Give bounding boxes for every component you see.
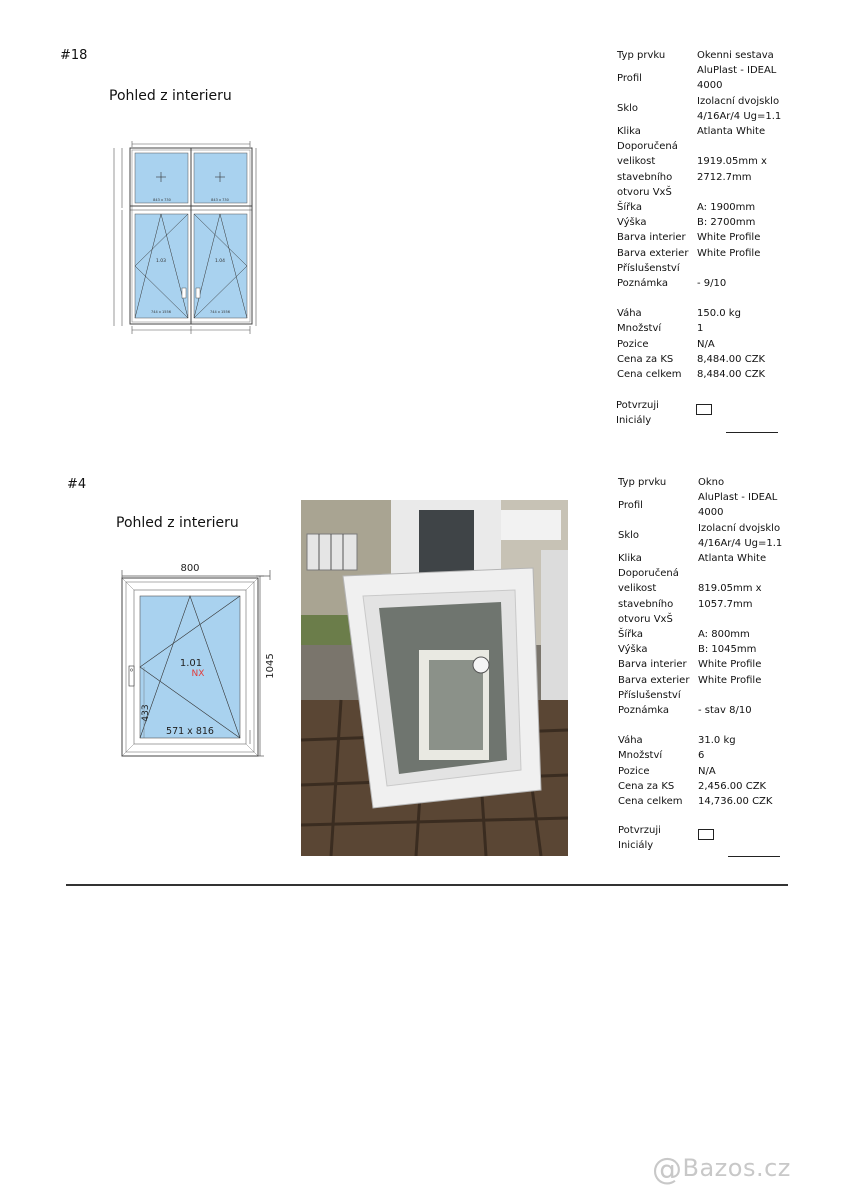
spec-value xyxy=(698,657,818,672)
spec-key-line: Množství xyxy=(618,750,663,762)
spec-key xyxy=(617,321,697,336)
spec-value-line: - stav 8/10 xyxy=(698,705,752,717)
spec-key xyxy=(618,642,698,657)
handle-height-dimension: 433 xyxy=(141,704,151,722)
spec-row xyxy=(617,200,817,215)
spec-row xyxy=(618,490,818,520)
spec-value xyxy=(698,703,818,718)
spec-value-line: White Profile xyxy=(698,659,762,671)
spec-key-line: Množství xyxy=(617,323,662,335)
spec-value-line: Atlanta White xyxy=(698,553,767,565)
spec-key-line: Poznámka xyxy=(617,278,668,290)
spec-row xyxy=(617,246,817,261)
spec-key-line: Šířka xyxy=(617,202,642,214)
spec-value xyxy=(698,688,818,703)
item-number: #4 xyxy=(67,477,87,492)
spec-value-line: A: 800mm xyxy=(698,629,750,641)
confirm-checkbox[interactable] xyxy=(698,829,714,840)
spec-value xyxy=(698,748,818,763)
spec-value-line: 4/16Ar/4 Ug=1.1 xyxy=(697,110,782,122)
spec-key-line: Váha xyxy=(617,308,642,320)
pane-size: 744 x 1556 xyxy=(151,310,171,314)
initials-label: Iniciály xyxy=(618,840,654,851)
spec-value-line: 8,484.00 CZK xyxy=(697,353,766,365)
spec-value-line: 6 xyxy=(698,750,705,762)
spec-key-line: Barva exterier xyxy=(618,674,690,686)
window-drawing xyxy=(110,138,264,338)
spec-key-line: Pozice xyxy=(617,338,649,350)
spec-key-line: Příslušenství xyxy=(618,689,681,701)
spec-key xyxy=(618,475,698,490)
item-number: #18 xyxy=(60,48,88,63)
spec-value-line: White Profile xyxy=(697,232,761,244)
spec-value-line xyxy=(698,566,818,581)
spec-key xyxy=(618,627,698,642)
spec-key xyxy=(617,276,697,291)
spec-key xyxy=(618,748,698,763)
spec-row xyxy=(618,521,818,551)
spec-key-line: stavebního xyxy=(617,171,673,183)
spec-value xyxy=(697,246,817,261)
spec-row xyxy=(618,703,818,718)
initials-line[interactable] xyxy=(726,432,778,433)
spec-key xyxy=(618,733,698,748)
spec-key-line: Šířka xyxy=(618,629,643,641)
spec-row xyxy=(617,63,817,93)
spec-value xyxy=(697,306,817,321)
initials-line[interactable] xyxy=(728,856,780,857)
spec-key xyxy=(617,261,697,276)
initials-label: Iniciály xyxy=(616,415,652,426)
spec-row xyxy=(618,733,818,748)
spec-key-line: Sklo xyxy=(618,530,640,542)
spec-value xyxy=(698,642,818,657)
spec-key-line: Cena celkem xyxy=(618,796,683,808)
spec-key-line: Klika xyxy=(617,126,641,138)
spec-row xyxy=(617,215,817,230)
spec-value xyxy=(697,48,817,63)
spec-key xyxy=(618,490,698,520)
spec-value xyxy=(698,673,818,688)
spec-key-line: Profil xyxy=(618,499,643,511)
spec-row xyxy=(618,627,818,642)
confirm-checkbox[interactable] xyxy=(696,404,712,415)
at-icon: @ xyxy=(652,1152,683,1187)
spec-value-line: 1057.7mm xyxy=(698,598,753,610)
spec-value-line: 14,736.00 CZK xyxy=(698,796,773,808)
glass-size: 571 x 816 xyxy=(166,726,214,737)
spec-key xyxy=(618,764,698,779)
spec-key-line: Typ prvku xyxy=(617,50,666,61)
window-drawing xyxy=(112,558,282,762)
spec-value-line: 2712.7mm xyxy=(697,171,752,183)
window-label: 1.01 xyxy=(179,658,203,669)
spec-key-line: Váha xyxy=(618,735,643,747)
spec-key xyxy=(618,657,698,672)
spec-key xyxy=(617,63,697,93)
spec-value-line: 150.0 kg xyxy=(697,308,741,320)
product-photo xyxy=(301,500,568,856)
spec-value xyxy=(697,352,817,367)
spec-gap xyxy=(618,718,818,733)
confirm-label: Potvrzuji xyxy=(618,825,661,836)
spec-row xyxy=(617,261,817,276)
watermark xyxy=(652,1152,791,1187)
spec-value xyxy=(697,63,817,93)
spec-value-line: A: 1900mm xyxy=(697,202,756,214)
spec-value xyxy=(697,261,817,276)
spec-key xyxy=(617,94,697,124)
spec-value-line: - 9/10 xyxy=(697,278,727,290)
confirm-label: Potvrzuji xyxy=(616,400,659,411)
spec-key-line: Barva exterier xyxy=(617,247,689,259)
spec-key xyxy=(618,551,698,566)
spec-value-line: 4/16Ar/4 Ug=1.1 xyxy=(698,537,783,549)
spec-row xyxy=(617,230,817,245)
spec-key-line: otvoru VxŠ xyxy=(618,613,673,625)
spec-value xyxy=(698,764,818,779)
spec-value xyxy=(697,276,817,291)
spec-value xyxy=(697,321,817,336)
pane-label: 1.03 xyxy=(155,259,167,264)
view-title: Pohled z interieru xyxy=(116,515,239,531)
spec-value xyxy=(697,215,817,230)
spec-value-line: 1919.05mm x xyxy=(697,156,767,168)
spec-value-line xyxy=(697,139,817,154)
spec-row xyxy=(617,139,817,200)
spec-key xyxy=(617,200,697,215)
spec-value xyxy=(697,200,817,215)
spec-value-line: N/A xyxy=(698,765,716,777)
spec-row xyxy=(617,352,817,367)
spec-row xyxy=(618,566,818,627)
spec-key xyxy=(617,367,697,382)
spec-key-line: Typ prvku xyxy=(618,477,667,488)
spec-value xyxy=(698,733,818,748)
window-code: NX xyxy=(191,669,205,679)
spec-value xyxy=(698,521,818,551)
spec-key-line: Pozice xyxy=(618,765,650,777)
spec-key-line: Barva interier xyxy=(617,232,686,244)
spec-value xyxy=(698,551,818,566)
spec-value xyxy=(697,367,817,382)
spec-value xyxy=(698,490,818,520)
spec-row xyxy=(618,748,818,763)
spec-value-line: AluPlast - IDEAL xyxy=(697,65,777,77)
spec-key xyxy=(618,794,698,809)
spec-value xyxy=(697,94,817,124)
spec-value-line: 1 xyxy=(697,323,704,335)
spec-row xyxy=(618,779,818,794)
spec-key xyxy=(618,703,698,718)
spec-table xyxy=(618,475,818,809)
spec-key xyxy=(618,673,698,688)
spec-value xyxy=(698,475,818,490)
spec-key xyxy=(618,566,698,627)
pane-size: 843 x 730 xyxy=(153,198,171,202)
spec-value xyxy=(698,627,818,642)
height-dimension: 1045 xyxy=(265,653,276,679)
spec-key-line: velikost xyxy=(617,156,656,168)
section-divider xyxy=(66,884,788,886)
spec-gap xyxy=(617,291,817,306)
spec-value-line: B: 1045mm xyxy=(698,644,757,656)
spec-value-line: 4000 xyxy=(698,507,724,519)
spec-key-line: Poznámka xyxy=(618,705,669,717)
spec-row xyxy=(618,688,818,703)
spec-key-line: stavebního xyxy=(618,598,674,610)
spec-value-line: 819.05mm x xyxy=(698,583,762,595)
spec-row xyxy=(617,48,817,63)
spec-value-line: White Profile xyxy=(698,674,762,686)
confirm-block xyxy=(618,823,661,853)
spec-key-line: Sklo xyxy=(617,103,639,115)
spec-key xyxy=(617,352,697,367)
spec-row xyxy=(617,94,817,124)
spec-key xyxy=(617,306,697,321)
spec-row xyxy=(617,276,817,291)
spec-value-line xyxy=(698,688,818,703)
spec-value-line: Izolacní dvojsklo xyxy=(698,522,781,534)
spec-value-line: 8,484.00 CZK xyxy=(697,369,766,381)
spec-row xyxy=(617,337,817,352)
spec-key xyxy=(617,48,697,63)
spec-key xyxy=(617,246,697,261)
spec-value-line: Atlanta White xyxy=(697,126,766,138)
spec-key xyxy=(617,337,697,352)
width-dimension: 800 xyxy=(180,563,200,574)
spec-value-line: 31.0 kg xyxy=(698,735,736,747)
spec-value-line: White Profile xyxy=(697,247,761,259)
spec-value xyxy=(697,337,817,352)
spec-row xyxy=(618,657,818,672)
spec-row xyxy=(617,321,817,336)
spec-key xyxy=(617,139,697,200)
spec-value-line: Izolacní dvojsklo xyxy=(697,95,780,107)
spec-key xyxy=(617,124,697,139)
spec-key-line: Doporučená xyxy=(618,568,679,580)
spec-row xyxy=(618,673,818,688)
pane-size: 744 x 1556 xyxy=(210,310,230,314)
spec-value xyxy=(697,139,817,200)
spec-value-line: 2,456.00 CZK xyxy=(698,780,767,792)
spec-table xyxy=(617,48,817,382)
spec-row xyxy=(617,367,817,382)
spec-key-line: Profil xyxy=(617,72,642,84)
spec-key xyxy=(617,215,697,230)
spec-key xyxy=(617,230,697,245)
confirm-block xyxy=(616,398,659,428)
spec-value-line: 4000 xyxy=(697,80,723,92)
spec-value xyxy=(698,779,818,794)
spec-value-line: N/A xyxy=(697,338,715,350)
pane-size: 843 x 730 xyxy=(211,198,229,202)
spec-row xyxy=(617,306,817,321)
spec-row xyxy=(618,551,818,566)
spec-value xyxy=(698,566,818,627)
spec-row xyxy=(618,642,818,657)
spec-row xyxy=(618,764,818,779)
view-title: Pohled z interieru xyxy=(109,88,232,104)
spec-key-line: velikost xyxy=(618,583,657,595)
watermark-text: Bazos.cz xyxy=(682,1154,791,1182)
spec-value-line xyxy=(697,261,817,276)
spec-key-line: Cena za KS xyxy=(618,780,675,792)
spec-row xyxy=(618,794,818,809)
spec-value-line: Okenni sestava xyxy=(697,50,774,61)
spec-value xyxy=(698,794,818,809)
spec-key-line: Příslušenství xyxy=(617,262,680,274)
pane-label: 1.04 xyxy=(214,259,226,264)
spec-key xyxy=(618,688,698,703)
spec-value xyxy=(697,124,817,139)
spec-key-line: Cena za KS xyxy=(617,353,674,365)
spec-value-line: AluPlast - IDEAL xyxy=(698,492,778,504)
spec-row xyxy=(617,124,817,139)
spec-key-line: Cena celkem xyxy=(617,369,682,381)
spec-key-line: Doporučená xyxy=(617,141,678,153)
spec-key-line: Výška xyxy=(618,644,648,656)
spec-key-line: Klika xyxy=(618,553,642,565)
spec-key xyxy=(618,779,698,794)
spec-key-line: Barva interier xyxy=(618,659,687,671)
spec-key-line: otvoru VxŠ xyxy=(617,186,672,198)
spec-key-line: Výška xyxy=(617,217,647,229)
spec-row xyxy=(618,475,818,490)
spec-key xyxy=(618,521,698,551)
spec-value-line: Okno xyxy=(698,477,725,488)
spec-value-line: B: 2700mm xyxy=(697,217,756,229)
spec-value xyxy=(697,230,817,245)
